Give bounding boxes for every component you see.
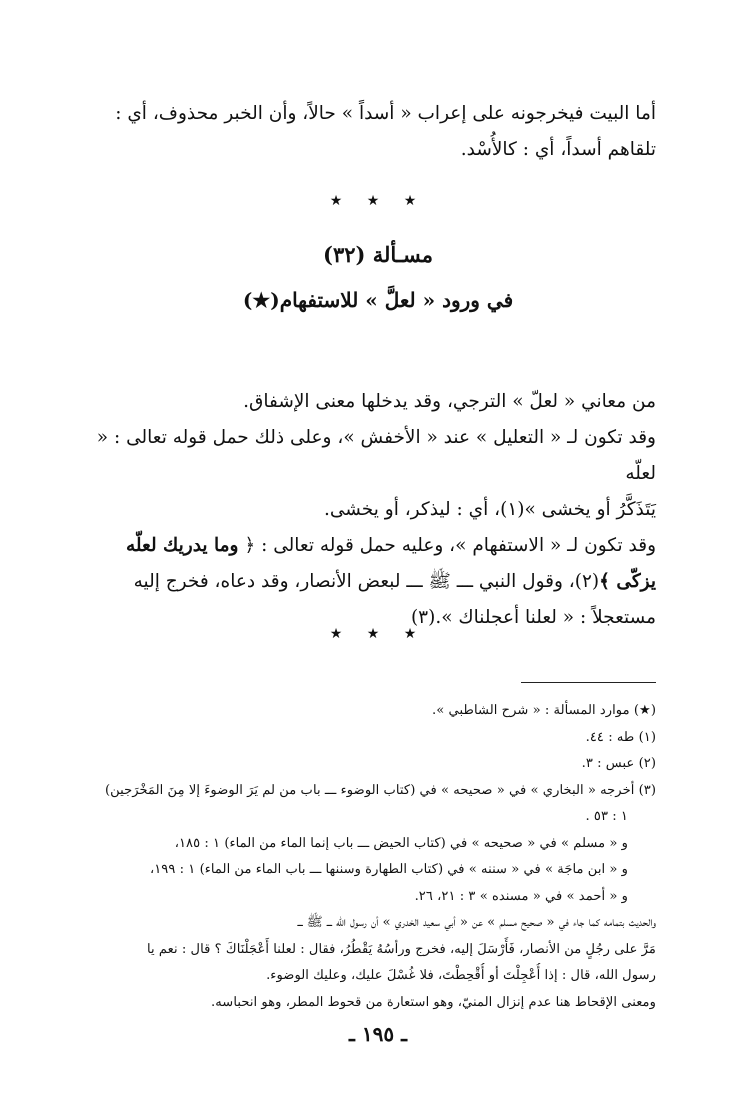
section-separator: ★ ★ ★: [329, 193, 427, 209]
footnote-3-line-3: و « مسلم » في « صحيحه » في (كتاب الحيض ـــ باب إنما الماء من الماء) ١ : ١٨٥،: [174, 835, 628, 851]
issue-subtitle: في ورود « لعلَّ » للاستفهام(★): [242, 288, 514, 312]
quran-quote-part-1: وما يدريك لعلّه: [125, 535, 239, 556]
intro-line-2: تلقاهم أسداً، أي : كالأُسْد.: [460, 139, 656, 160]
footnote-3-line-5: و « أحمد » في « مسنده » ٣ : ٢١، ٢٦.: [414, 888, 628, 904]
quran-quote-part-2: يزكّى ﴾: [599, 571, 656, 592]
footnote-3-line-2: ١ : ٥٣ .: [585, 809, 628, 824]
footnotes: [96, 698, 656, 1016]
paragraph-1: من معاني « لعلّ » الترجي، وقد يدخلها معنى الإشفاق.: [243, 391, 656, 412]
paragraph-2-line-1: وقد تكون لـ « التعليل » عند « الأخفش »، وعلى ذلك حمل قوله تعالى : « لعلّه: [96, 427, 656, 484]
hadith-line-1: والحديث بتمامه كما جاء في « صحيح مسلم » عن « أبي سعيد الخدري » أن رسول الله ـــ ﷺ ـــ: [297, 915, 656, 930]
paragraph-2-line-2: يَتَذَكَّرُ أو يخشى »(١)، أي : ليذكر، أو يخشى.: [323, 499, 656, 520]
hadith-line-3: رسول الله، قال : إذا أُعْجِلْتَ أو أُقْحِطْتَ، فلا غُسْلَ عليك، وعليك الوضوء.: [266, 968, 656, 983]
footnote-1: (١) طه : ٤٤.: [585, 729, 656, 745]
intro-line-1: أما البيت فيخرجونه على إعراب « أسداً » حالاً، وأن الخبر محذوف، أي :: [115, 103, 656, 124]
paragraph-3-line-1: [96, 528, 656, 564]
footnote-3-line-1: (٣) أخرجه « البخاري » في « صحيحه » في (كتاب الوضوء ـــ باب من لم يَرَ الوضوءَ إلا مِنَ المَخْرَجين): [104, 782, 656, 798]
page-number: ـ ١٩٥ ـ: [349, 1022, 407, 1046]
footnote-2: (٢) عبس : ٣.: [581, 756, 656, 771]
footnote-divider: [521, 682, 656, 683]
footnote-star: (★) موارد المسألة : « شرح الشاطبي ».: [432, 703, 656, 718]
section-separator-2: ★ ★ ★: [329, 626, 427, 642]
hadith-line-2: مَرَّ على رجُلٍ من الأنصار، فَأَرْسَلَ إليه، فخرج ورأسُهُ يَقْطُرُ، فقال : لعلنا أَعْجَلْنَاكَ ؟ قال : نعم يا: [147, 941, 656, 957]
intro-paragraph: [96, 96, 656, 168]
paragraph-3-line-3: مستعجلاً : « لعلنا أعجلناك ».(٣): [410, 607, 656, 628]
paragraph-3-prefix: وقد تكون لـ « الاستفهام »، وعليه حمل قوله تعالى : ﴿: [238, 535, 656, 556]
paragraph-3-rest: (٢)، وقول النبي ـــ ﷺ ـــ لبعض الأنصار، وقد دعاه، فخرج إليه: [133, 571, 600, 592]
meaning-note: ومعنى الإقحاط هنا عدم إنزال المنيّ، وهو استعارة من قحوط المطر، وهو انحباسه.: [211, 994, 656, 1010]
issue-title: مسـألة (٣٢): [323, 242, 433, 267]
main-text: [96, 384, 656, 636]
footnote-3-line-4: و « ابن ماجَة » في « سننه » في (كتاب الطهارة وسننها ـــ باب الماء من الماء) ١ : ١٩٩،: [149, 862, 628, 877]
paragraph-3-line-2: [96, 564, 656, 600]
